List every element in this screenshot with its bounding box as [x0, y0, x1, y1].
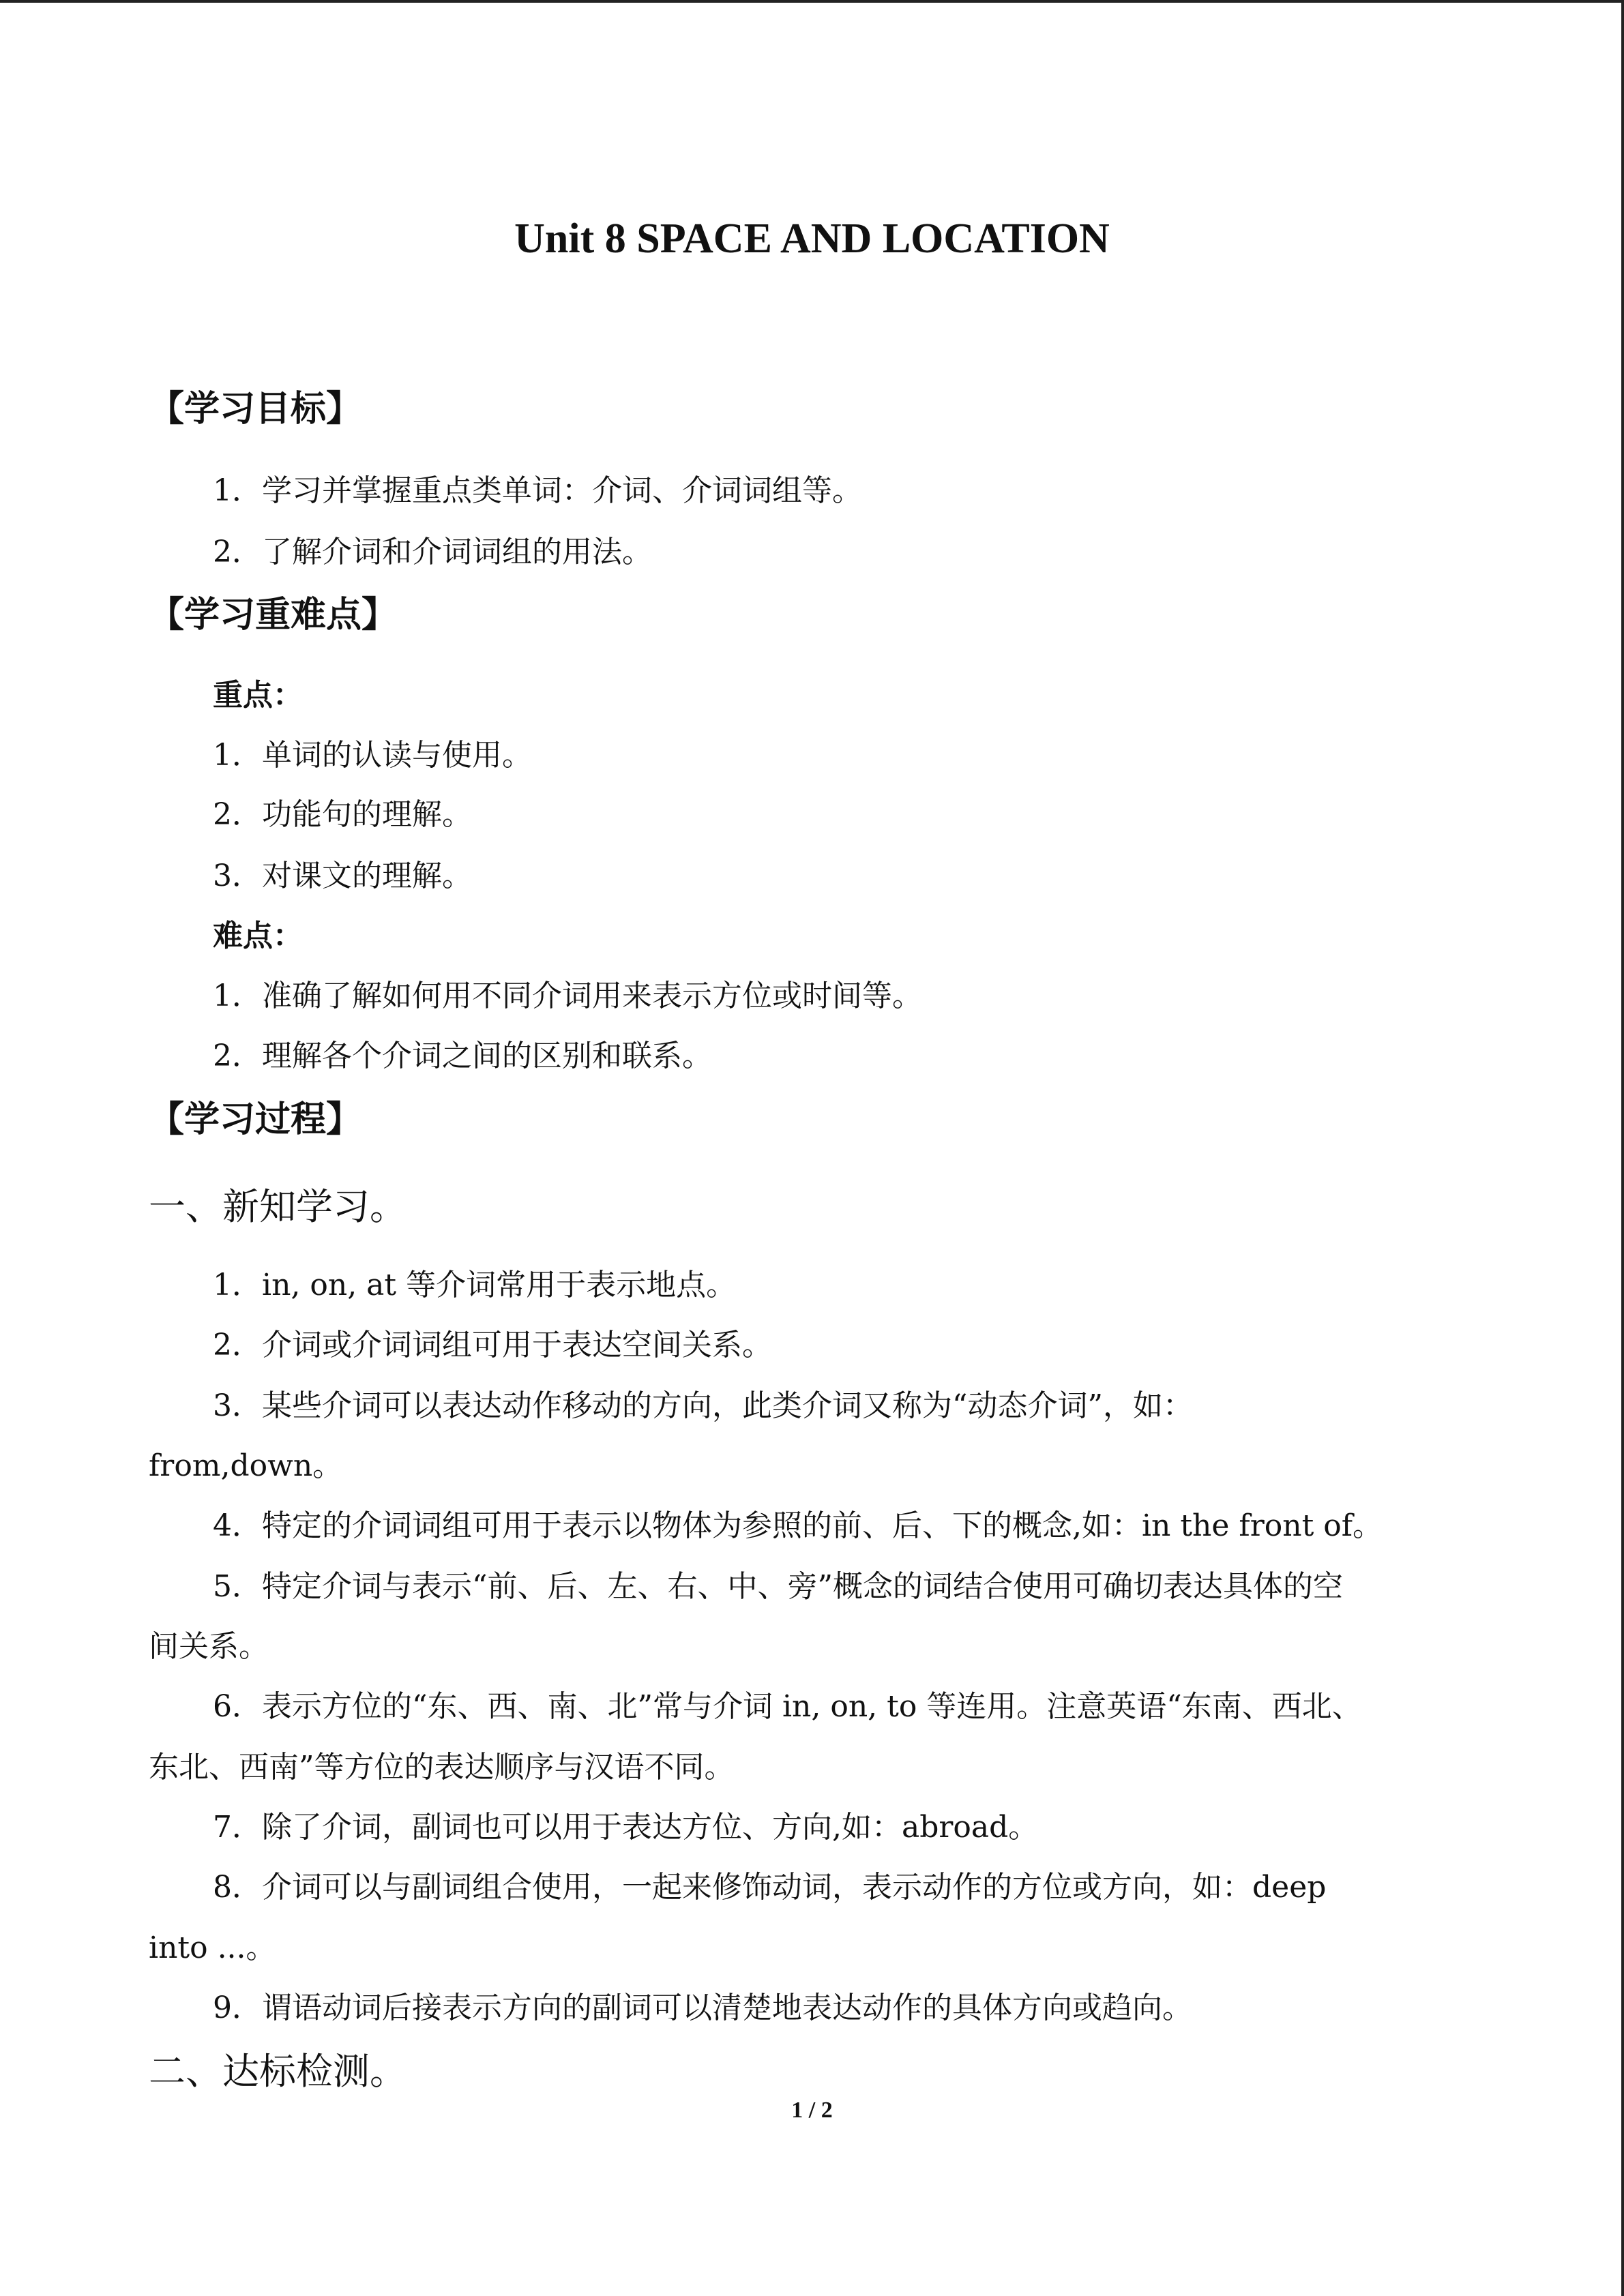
goal-item: 1．学习并掌握重点类单词：介词、介词词组等。: [213, 473, 862, 508]
page-border-top: [0, 0, 1624, 3]
key-points-label: 重点：: [213, 678, 303, 713]
section-heading-learning-process: 【学习过程】: [149, 1099, 362, 1140]
process-line: 6．表示方位的“东、西、南、北”常与介词 in, on, to 等连用。注意英语“东南、西北、: [213, 1689, 1362, 1724]
key-point-item: 3．对课文的理解。: [213, 859, 472, 893]
part-heading-new-knowledge: 一、新知学习。: [149, 1185, 407, 1228]
process-line: 2．介词或介词词组可用于表达空间关系。: [213, 1328, 772, 1362]
document-title: Unit 8 SPACE AND LOCATION: [514, 215, 1110, 262]
goal-item: 2．了解介词和介词词组的用法。: [213, 535, 652, 569]
difficult-points-label: 难点：: [213, 919, 303, 953]
section-heading-learning-goals: 【学习目标】: [149, 389, 362, 430]
process-line: 8．介词可以与副词组合使用，一起来修饰动词，表示动作的方位或方向，如：deep: [213, 1870, 1327, 1905]
process-line: 东北、西南”等方位的表达顺序与汉语不同。: [149, 1750, 735, 1785]
process-line: 1．in, on, at 等介词常用于表示地点。: [213, 1268, 737, 1302]
process-line: 5．特定介词与表示“前、后、左、右、中、旁”概念的词结合使用可确切表达具体的空: [213, 1569, 1343, 1604]
process-line: 9．谓语动词后接表示方向的副词可以清楚地表达动作的具体方向或趋向。: [213, 1991, 1192, 2025]
process-line: from,down。: [149, 1448, 343, 1483]
process-line: into ...。: [149, 1930, 276, 1965]
process-line: 间关系。: [149, 1629, 269, 1664]
process-line: 7．除了介词，副词也可以用于表达方位、方向,如：abroad。: [213, 1810, 1039, 1845]
process-line: 4．特定的介词词组可用于表示以物体为参照的前、后、下的概念,如：in the front of。: [213, 1508, 1383, 1543]
process-line: 3．某些介词可以表达动作移动的方向，此类介词又称为“动态介词”，如：: [213, 1388, 1193, 1423]
key-point-item: 1．单词的认读与使用。: [213, 738, 532, 773]
difficult-point-item: 2．理解各个介词之间的区别和联系。: [213, 1039, 712, 1073]
part-heading-assessment: 二、达标检测。: [149, 2050, 407, 2093]
page-number: 1 / 2: [791, 2098, 833, 2123]
section-heading-key-points: 【学习重难点】: [149, 595, 398, 636]
page-border-right: [1621, 0, 1624, 2296]
difficult-point-item: 1．准确了解如何用不同介词用来表示方位或时间等。: [213, 979, 922, 1013]
key-point-item: 2．功能句的理解。: [213, 797, 472, 832]
